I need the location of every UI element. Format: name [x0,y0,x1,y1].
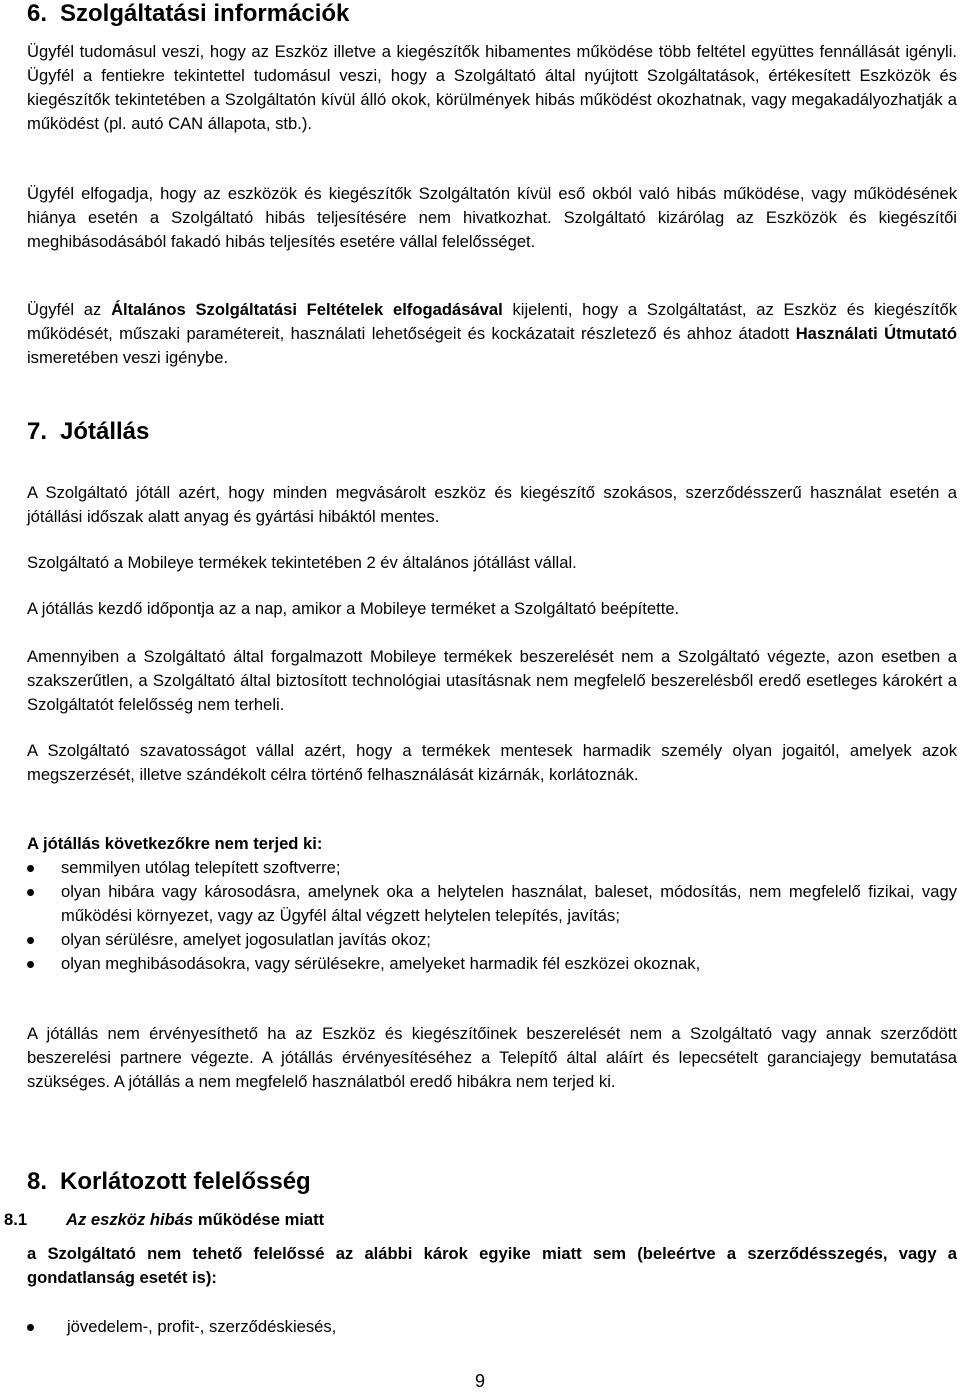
section-7-paragraph-3: A jótállás kezdő időpontja az a nap, amikor a Mobileye terméket a Szolgáltató beépítette. [27,599,680,618]
bullet-icon [27,865,34,872]
section-8-paragraph-1: a Szolgáltató nem tehető felelőssé az alábbi károk egyike miatt sem (beleértve a szerződésszegés, vagy a gondatlanság esetét is): [27,1244,957,1287]
section-7-paragraph-6: A jótállás nem érvényesíthető ha az Eszköz és kiegészítőinek beszerelését nem a Szolgáltató vagy annak szerződött beszerelési partnere végezte. A jótállás érvényesítéséhez a Telepítő által aláírt és lepecsételt garanciajegy bemutatása szükséges. A jótállás a nem megfelelő használatból eredő hibákra nem terjed ki. [27,1024,957,1091]
section-6-paragraph-1: Ügyfél tudomásul veszi, hogy az Eszköz illetve a kiegészítők hibamentes működése több feltétel együttes fennállását igényli. Ügyfél a fentiekre tekintettel tudomásul veszi, hogy a Szolgáltató által nyújtott Szolgáltatások, értékesített Eszközök és kiegészítők tekintetében a Szolgáltatón kívül álló okok, körülmények hibás működést okozhatnak, vagy megakadályozhatják a működést (pl. autó CAN állapota, stb.). [27,42,957,133]
section-7-paragraph-1: A Szolgáltató jótáll azért, hogy minden megvásárolt eszköz és kiegészítő szokásos, szerződésszerű használat esetén a jótállási időszak alatt anyag és gyártási hibáktól mentes. [27,483,957,526]
page-number: 9 [474,1371,485,1391]
section-7-heading [27,418,149,446]
section-6-paragraph-2: Ügyfél elfogadja, hogy az eszközök és kiegészítők Szolgáltatón kívül eső okból való hibás működése, vagy működésének hiánya esetén a Szolgáltató hibás teljesítésére nem hivatkozhat. Szolgáltató kizárólag az Eszközök és kiegészítői meghibásodásából fakadó hibás teljesítés esetére vállal felelősséget. [27,184,957,251]
list-item [27,856,957,880]
list-item [27,928,957,952]
list-item [27,1315,957,1339]
section-7-number: 7. [27,418,48,445]
list-item-text: jövedelem-, profit-, szerződéskiesés, [67,1317,337,1336]
p3-bold-terms: Általános Szolgáltatási Feltételek elfogadásával [111,300,503,319]
bullet-icon [27,961,34,968]
subsection-number: 8.1 [4,1210,28,1229]
p3-text-c: kijelenti, hogy a Szolgáltatást, az Eszköz és kiegészítők működését, műszaki paramétereit, használati lehetőségeit és kockázatait részletező és ahhoz átadott [27,300,958,343]
subsection-title [66,1208,324,1232]
exclusions-heading: A jótállás következőkre nem terjed ki: [27,834,323,853]
section-6-number: 6. [27,0,48,27]
section-8-title: Korlátozott felelősség [60,1168,311,1195]
bullet-icon [27,889,34,896]
subsection-title-rest: működése miatt [193,1210,325,1229]
bullet-icon [27,1324,34,1331]
section-7-title: Jótállás [60,418,150,445]
section-6-paragraph-3 [27,298,957,370]
section-8-number: 8. [27,1168,48,1195]
list-item-text: olyan meghibásodásokra, vagy sérülésekre, amelyeket harmadik fél eszközei okoznak, [61,954,701,973]
p3-bold-manual: Használati Útmutató [795,324,957,343]
liability-list [27,1315,957,1339]
list-item [27,880,957,928]
section-6-heading [27,0,349,28]
exclusions-list [27,856,957,976]
section-7-paragraph-2: Szolgáltató a Mobileye termékek tekintetében 2 év általános jótállást vállal. [27,553,577,572]
section-8-heading [27,1168,311,1196]
p3-text-e: ismeretében veszi igénybe. [27,348,229,367]
p3-text-a: Ügyfél az [27,300,112,319]
bullet-icon [27,937,34,944]
list-item [27,952,957,976]
list-item-text: olyan sérülésre, amelyet jogosulatlan javítás okoz; [61,930,431,949]
section-7-paragraph-5: A Szolgáltató szavatosságot vállal azért, hogy a termékek mentesek harmadik személy olyan jogaitól, amelyek azok megszerzését, illetve szándékolt célra történő felhasználását kizárnák, korlátoznák. [27,741,957,784]
section-7-paragraph-4: Amennyiben a Szolgáltató által forgalmazott Mobileye termékek beszerelését nem a Szolgáltató végezte, azon esetben a szakszerűtlen, a Szolgáltató által biztosított technológiai utasításnak nem megfelelő beszerelésből eredő esetleges károkért a Szolgáltatót felelősség nem terheli. [27,647,957,714]
list-item-text: olyan hibára vagy károsodásra, amelynek oka a helytelen használat, baleset, módosítás, nem megfelelő fizikai, vagy működési környezet, vagy az Ügyfél által végzett helytelen telepítés, javítás; [61,882,957,925]
section-6-title: Szolgáltatási információk [60,0,350,27]
subsection-title-italic: Az eszköz hibás [66,1210,194,1229]
list-item-text: semmilyen utólag telepített szoftverre; [61,858,341,877]
